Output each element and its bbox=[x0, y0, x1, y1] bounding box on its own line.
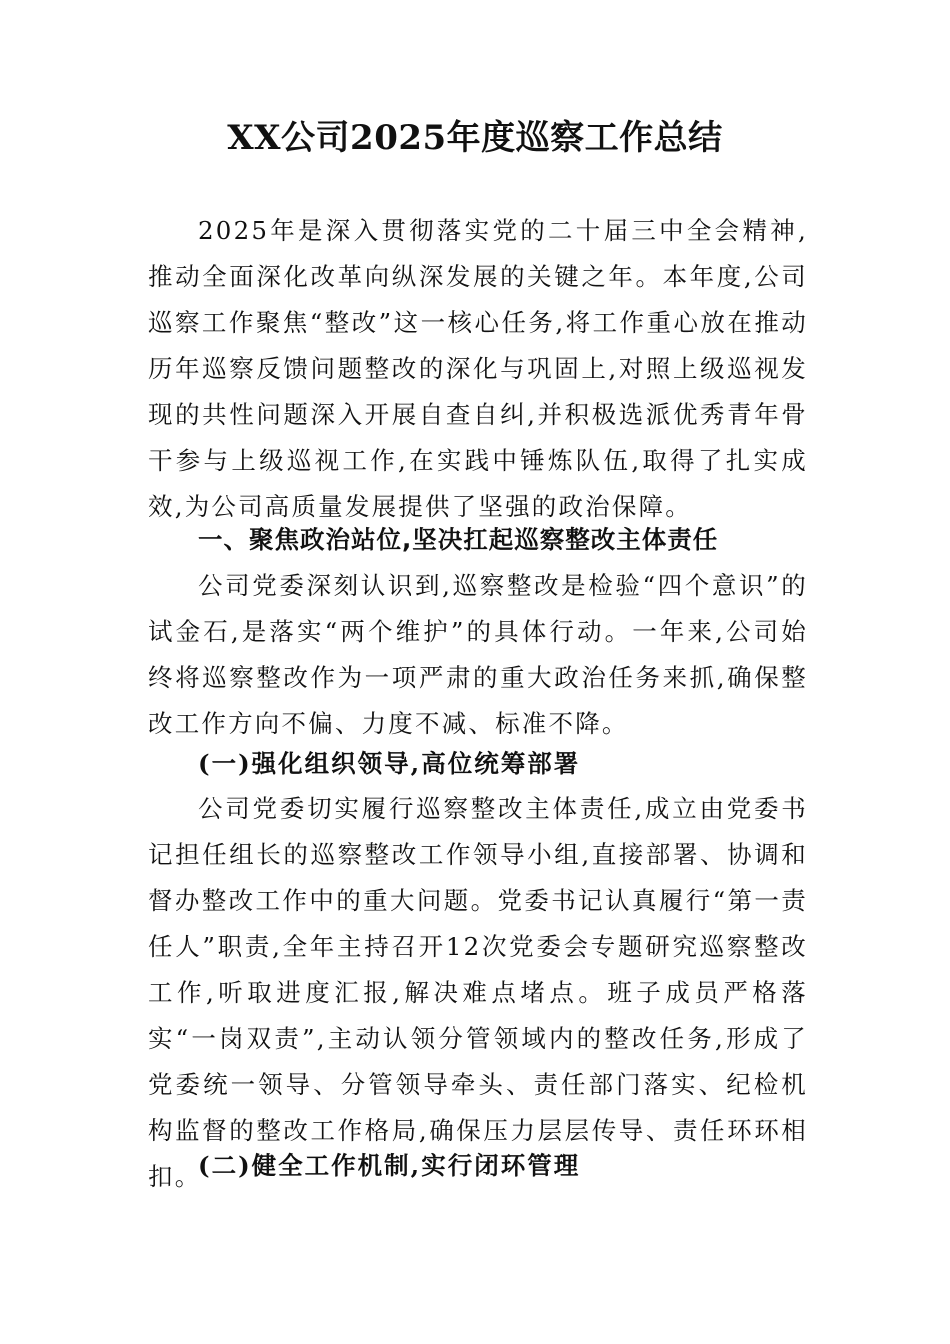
section-heading-1: 一、聚焦政治站位,坚决扛起巡察整改主体责任 bbox=[198, 525, 719, 554]
section-1-paragraph: 公司党委深刻认识到,巡察整改是检验“四个意识”的试金石,是落实“两个维护”的具体行动。一年来,公司始终将巡察整改作为一项严肃的重大政治任务来抓,确保整改工作方向不偏、力度不减、标准不降。 bbox=[148, 571, 808, 738]
subsection-heading-2: (二)健全工作机制,实行闭环管理 bbox=[198, 1151, 581, 1180]
intro-paragraph: 2025年是深入贯彻落实党的二十届三中全会精神,推动全面深化改革向纵深发展的关键之年。本年度,公司巡察工作聚焦“整改”这一核心任务,将工作重心放在推动历年巡察反馈问题整改的深化与巩固上,对照上级巡视发现的共性问题深入开展自查自纠,并积极选派优秀青年骨干参与上级巡视工作,在实践中锤炼队伍,取得了扎实成效,为公司高质量发展提供了坚强的政治保障。 bbox=[148, 216, 808, 521]
subsection-heading-1: (一)强化组织领导,高位统筹部署 bbox=[198, 749, 581, 778]
subsection-1-paragraph: 公司党委切实履行巡察整改主体责任,成立由党委书记担任组长的巡察整改工作领导小组,直接部署、协调和督办整改工作中的重大问题。党委书记认真履行“第一责任人”职责,全年主持召开12次党委会专题研究巡察整改工作,听取进度汇报,解决难点堵点。班子成员严格落实“一岗双责”,主动认领分管领域内的整改任务,形成了党委统一领导、分管领导牵头、责任部门落实、纪检机构监督的整改工作格局,确保压力层层传导、责任环环相扣。 bbox=[148, 794, 808, 1191]
document-title: XX公司2025年度巡察工作总结 bbox=[227, 118, 723, 158]
